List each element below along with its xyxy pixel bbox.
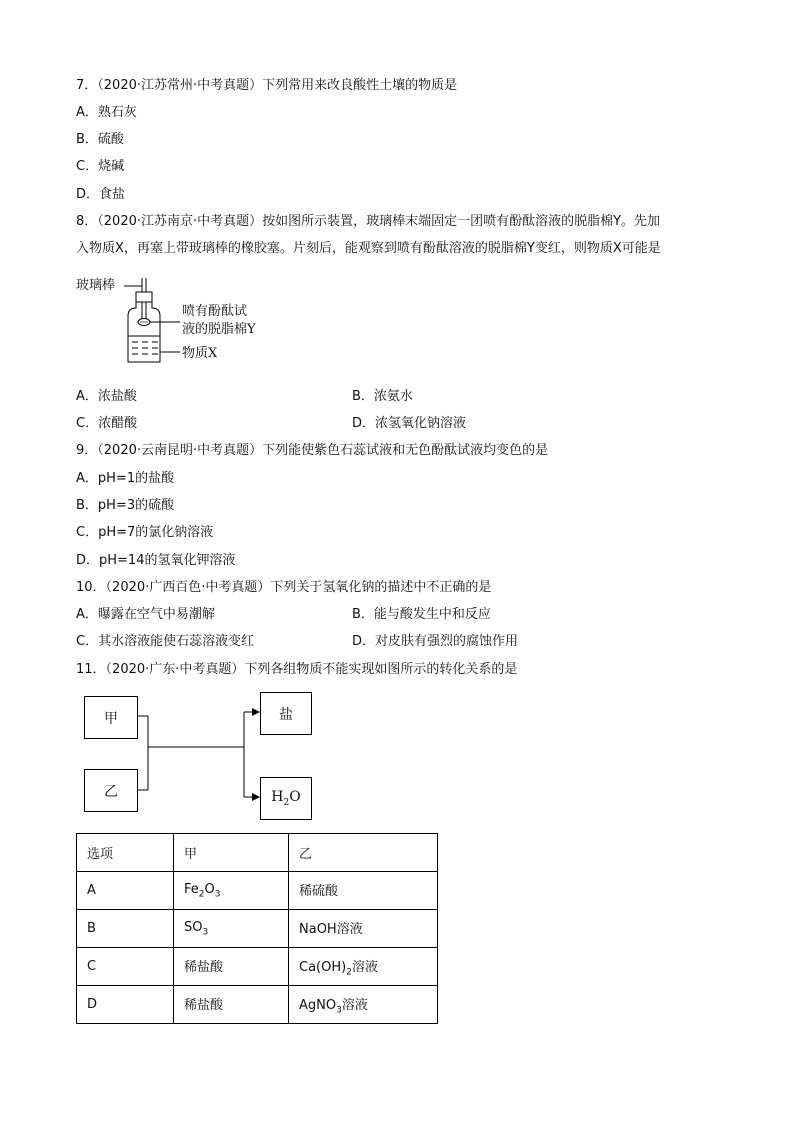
row-yi: $Ca(OH)_2$溶液	[289, 948, 438, 986]
header-yi: 乙	[289, 834, 438, 872]
q11-options-table	[76, 833, 438, 1024]
q10-option-d: D．对皮肤有强烈的腐蚀作用	[352, 634, 519, 649]
table-header-row	[77, 834, 438, 872]
row-yi: NaOH溶液	[289, 910, 438, 948]
row-jia: $Fe_2O_3$	[174, 872, 289, 910]
q8-option-b: B．浓氨水	[352, 389, 413, 404]
q8-option-c: C．浓醋酸	[76, 416, 138, 431]
box-yi	[84, 769, 138, 812]
box-salt-label: 盐	[279, 706, 293, 723]
q7-option-c: C．烧碱	[76, 159, 125, 174]
header-jia: 甲	[174, 834, 289, 872]
q9-option-a: A．pH=1的盐酸	[76, 471, 175, 486]
row-option: D	[77, 986, 174, 1024]
q8-apparatus-figure	[76, 272, 296, 372]
q9-option-c: C．pH=7的氯化钠溶液	[76, 525, 214, 540]
q9-option-d: D．pH=14的氢氧化钾溶液	[76, 553, 236, 568]
row-option: B	[77, 910, 174, 948]
table-row	[77, 986, 438, 1024]
substance-x-label: 物质X	[182, 346, 218, 361]
cotton-label-line1: 喷有酚酞试	[182, 304, 248, 319]
q7-option-b: B．硫酸	[76, 132, 124, 147]
q7-stem: 7．（2020·江苏常州·中考真题）下列常用来改良酸性土壤的物质是	[76, 78, 458, 93]
q11-stem: 11．（2020·广东·中考真题）下列各组物质不能实现如图所示的转化关系的是	[76, 662, 518, 677]
row-option: A	[77, 872, 174, 910]
q9-option-b: B．pH=3的硫酸	[76, 498, 175, 513]
q7-option-d: D．食盐	[76, 187, 126, 202]
q8-stem-line2: 入物质X，再塞上带玻璃棒的橡胶塞。片刻后，能观察到喷有酚酞溶液的脱脂棉Y变红，则物质X可能是	[76, 241, 661, 256]
table-row	[77, 948, 438, 986]
box-water-label: $H_2O$	[271, 789, 301, 808]
q10-stem: 10．（2020·广西百色·中考真题）下列关于氢氧化钠的描述中不正确的是	[76, 580, 492, 595]
box-yi-label: 乙	[104, 783, 118, 800]
row-jia: 稀盐酸	[174, 986, 289, 1024]
header-option: 选项	[77, 834, 174, 872]
table-row	[77, 910, 438, 948]
box-jia	[84, 696, 138, 739]
box-water	[260, 777, 312, 820]
row-yi: 稀硫酸	[289, 872, 438, 910]
q8-option-a: A．浓盐酸	[76, 389, 137, 404]
glass-rod-label: 玻璃棒	[76, 278, 116, 293]
q9-stem: 9．（2020·云南昆明·中考真题）下列能使紫色石蕊试液和无色酚酞试液均变色的是	[76, 443, 549, 458]
box-salt	[260, 692, 312, 735]
row-jia: $SO_3$	[174, 910, 289, 948]
row-yi: AgNO$_3$溶液	[289, 986, 438, 1024]
q7-option-a: A．熟石灰	[76, 105, 137, 120]
q8-option-d: D．浓氢氧化钠溶液	[352, 416, 467, 431]
cotton-label-line2: 液的脱脂棉Y	[182, 322, 256, 337]
q10-option-a: A．曝露在空气中易潮解	[76, 607, 215, 622]
q10-option-c: C．其水溶液能使石蕊溶液变红	[76, 634, 255, 649]
box-jia-label: 甲	[104, 710, 118, 727]
q10-option-b: B．能与酸发生中和反应	[352, 607, 491, 622]
row-option: C	[77, 948, 174, 986]
q8-stem-line1: 8．（2020·江苏南京·中考真题）按如图所示装置，玻璃棒末端固定一团喷有酚酞溶液的脱脂棉Y。先加	[76, 214, 661, 229]
row-jia: 稀盐酸	[174, 948, 289, 986]
table-row	[77, 872, 438, 910]
